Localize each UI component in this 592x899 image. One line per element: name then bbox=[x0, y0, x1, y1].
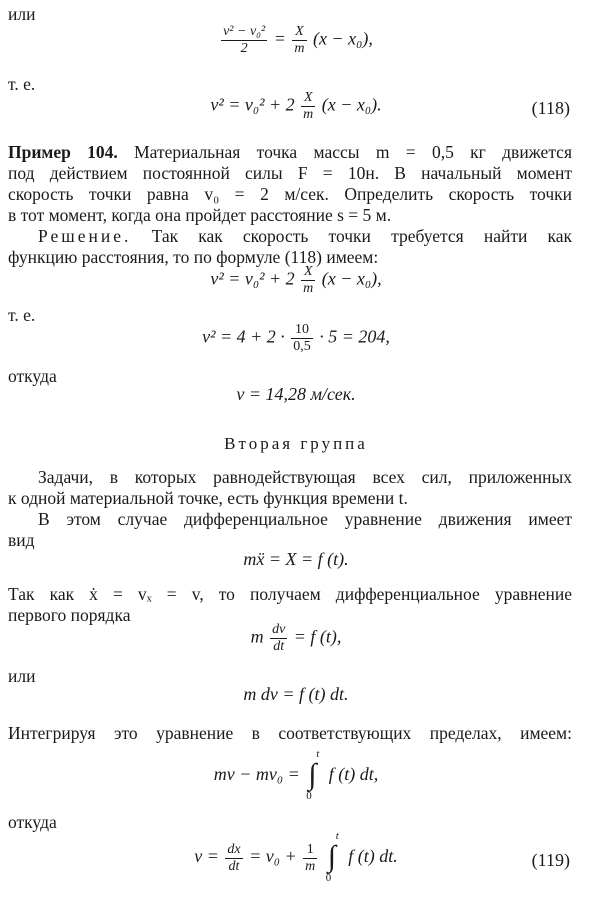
text-otkuda: откуда bbox=[8, 812, 57, 832]
example-line: Пример 104. Материальная точка массы m = 0,5 кг движется bbox=[8, 142, 572, 162]
integral-sign: t ∫ 0 bbox=[325, 830, 339, 884]
text-ili: или bbox=[8, 4, 36, 24]
equation-velocity: v² = v₀² + 2 $\frac{X}{m}$ (x − x₀), bbox=[210, 264, 382, 296]
example-line: под действием постоянной силы F = 10н. В начальный момент bbox=[8, 163, 572, 183]
equation-number: (118) bbox=[531, 98, 570, 118]
fraction: $\frac{X}{m}$ bbox=[303, 90, 314, 122]
fraction: $\frac{10}{0,5}$ bbox=[293, 322, 311, 354]
equation-first-order: m $\frac{dv}{dt}$ = f (t), bbox=[250, 622, 342, 654]
paragraph-line: Интегрируя это уравнение в соответствующих пределах, имеем: bbox=[8, 723, 572, 743]
equation-differential: m dv = f (t) dt. bbox=[243, 684, 349, 704]
example-line: в тот момент, когда она пройдет расстояние s = 5 м. bbox=[8, 205, 392, 225]
solution-word: Решение. bbox=[38, 226, 132, 246]
fraction: $\frac{X}{m}$ bbox=[303, 264, 314, 296]
paragraph-line: вид bbox=[8, 530, 35, 550]
equation-integral: mv − mv₀ = t ∫ 0 f (t) dt, bbox=[213, 748, 379, 802]
paragraph-line: первого порядка bbox=[8, 605, 131, 625]
paragraph-line: Задачи, в которых равнодействующая всех сил, приложенных bbox=[38, 467, 572, 487]
fraction: $\frac{dv}{dt}$ bbox=[272, 622, 286, 654]
example-line: скорость точки равна v₀ = 2 м/сек. Определить скорость точки bbox=[8, 184, 572, 204]
equation-energy-1: $\frac{\text{v² − v₀²}}{2}$ = $\frac{X}{m}$ (x − x₀), bbox=[223, 24, 373, 56]
equation-numeric: v² = 4 + 2 · $\frac{10}{0,5}$ · 5 = 204, bbox=[202, 322, 390, 354]
text-otkuda: откуда bbox=[8, 366, 57, 386]
paragraph-line: В этом случае дифференциальное уравнение движения имеет bbox=[38, 509, 572, 529]
section-heading: Вторая группа bbox=[224, 434, 368, 453]
integral-sign: t ∫ 0 bbox=[306, 748, 320, 802]
equation-number: (119) bbox=[531, 850, 570, 870]
fraction: $\frac{X}{m}$ bbox=[294, 24, 305, 56]
text-te: т. е. bbox=[8, 74, 36, 94]
fraction: $\frac{dx}{dt}$ bbox=[227, 841, 241, 874]
text-ili: или bbox=[8, 666, 36, 686]
equation-119: v = $\frac{dx}{dt}$ = v₀ + $\frac{1}{m}$ t ∫ 0 f (t) dt. bbox=[194, 830, 398, 884]
text-te: т. е. bbox=[8, 305, 36, 325]
solution-line: Решение. Так как скорость точки требуется найти как bbox=[38, 226, 573, 246]
fraction: $\frac{1}{m}$ bbox=[305, 841, 316, 874]
solution-line: функцию расстояния, то по формуле (118) имеем: bbox=[8, 247, 379, 267]
equation-118: v² = v₀² + 2 $\frac{X}{m}$ (x − x₀). bbox=[210, 90, 382, 122]
equation-result: v = 14,28 м/сек. bbox=[236, 384, 356, 404]
paragraph-line: к одной материальной точке, есть функция времени t. bbox=[8, 488, 408, 508]
paragraph-line: Так как ẋ = vₓ = v, то получаем дифференциальное уравнение bbox=[8, 584, 572, 604]
fraction: $\frac{\text{v² − v₀²}}{2}$ bbox=[223, 24, 266, 56]
equation-motion: mẍ = X = f (t). bbox=[243, 549, 349, 569]
example-title: Пример 104. bbox=[8, 142, 118, 162]
